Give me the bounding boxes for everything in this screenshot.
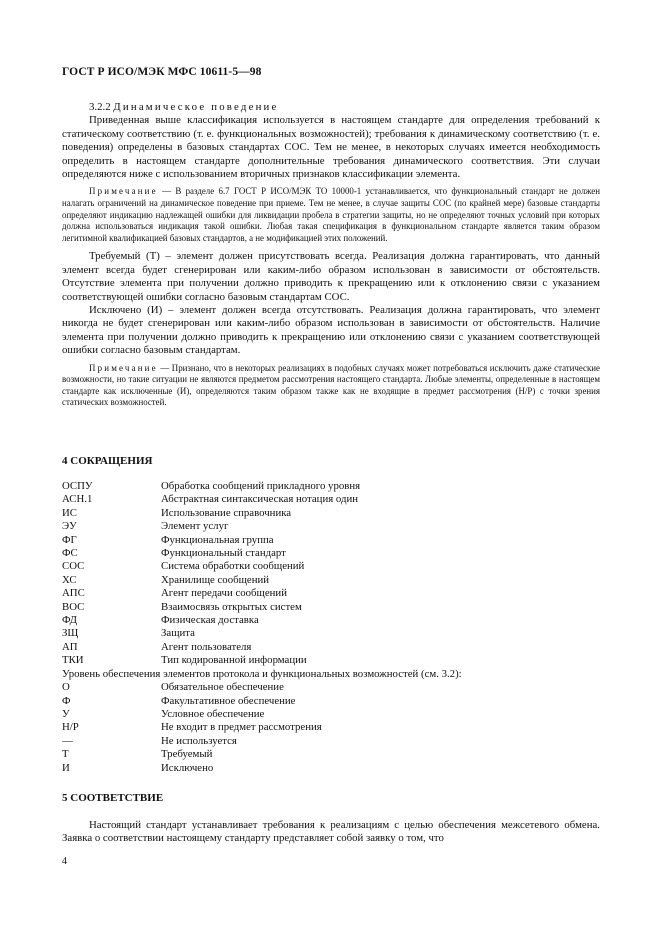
section-3-2-2 xyxy=(62,101,600,409)
level-row xyxy=(62,708,600,721)
term: — xyxy=(62,734,73,747)
abbreviation-row xyxy=(62,493,600,506)
term: АП xyxy=(62,640,78,653)
term: Т xyxy=(62,748,69,761)
term: У xyxy=(62,707,70,720)
term: СОС xyxy=(62,560,85,573)
definition: Факультативное обеспечение xyxy=(161,694,296,707)
definition: Физическая доставка xyxy=(161,614,259,627)
term: ФС xyxy=(62,547,78,560)
definition: Агент пользователя xyxy=(161,640,252,653)
level-row xyxy=(62,762,600,775)
term: АПС xyxy=(62,587,85,600)
definition: Функциональный стандарт xyxy=(161,547,286,560)
level-row xyxy=(62,681,600,694)
section-number: 3.2.2 xyxy=(89,101,111,113)
term: ОСПУ xyxy=(62,480,93,492)
note-text: — В разделе 6.7 ГОСТ Р ИСО/МЭК ТО 10000-1 устанавливается, что функциональный стандарт не должен налагать ограничений на динамическое поведение при приеме. Тем не менее, в случае защиты СОС (по крайней мере) базовые стандарты определяют индикацию надлежащей ошибки для ликвидации пробела в стратегии защиты, но не определяют точных условий при которых должна использоваться индикация такой ошибки. Любая такая спецификация в функциональном стандарте является таким образом легитимной квалификацией базовых стандартов, а не модификацией этих положений. xyxy=(62,186,600,243)
page-header: ГОСТ Р ИСО/МЭК МФС 10611-5—98 xyxy=(62,66,262,78)
section-heading: 5 СООТВЕТСТВИЕ xyxy=(62,792,164,804)
section-5 xyxy=(62,792,600,846)
term: ХС xyxy=(62,573,77,586)
abbreviation-row xyxy=(62,654,600,667)
paragraph-conformance: Настоящий стандарт устанавливает требования к реализациям с целью обеспечения межсетевого обмена. Заявка о соответствии настоящему стандарту представляет собой заявку о том, что xyxy=(62,819,600,845)
section-heading: 4 СОКРАЩЕНИЯ xyxy=(62,455,153,467)
section-heading xyxy=(62,101,600,114)
note-label: Примечание xyxy=(89,186,158,197)
term: ТКИ xyxy=(62,654,84,667)
term: ЭУ xyxy=(62,520,77,533)
abbreviation-row xyxy=(62,627,600,640)
term: О xyxy=(62,681,70,694)
definition: Функциональная группа xyxy=(161,533,274,546)
definition: Не используется xyxy=(161,734,237,747)
definition: Тип кодированной информации xyxy=(161,654,307,667)
term: ЗЩ xyxy=(62,627,79,640)
abbreviation-list xyxy=(62,480,600,668)
abbreviation-row xyxy=(62,534,600,547)
definition: Требуемый xyxy=(161,748,213,761)
definition: Условное обеспечение xyxy=(161,707,265,720)
definition: Абстрактная синтаксическая нотация один xyxy=(161,493,359,506)
term: И xyxy=(62,761,70,774)
term: ИС xyxy=(62,506,77,519)
definition: Использование справочника xyxy=(161,506,292,519)
abbreviation-row xyxy=(62,547,600,560)
section-4 xyxy=(62,455,600,775)
abbreviation-row xyxy=(62,641,600,654)
definition: Защита xyxy=(161,627,195,640)
level-row xyxy=(62,695,600,708)
term: АСН.1 xyxy=(62,493,93,506)
definition: Система обработки сообщений xyxy=(161,560,305,573)
levels-intro: Уровень обеспечения элементов протокола и функциональных возможностей (см. 3.2): xyxy=(62,667,462,680)
abbreviation-row xyxy=(62,560,600,573)
term: ФД xyxy=(62,614,77,627)
abbreviation-row xyxy=(62,601,600,614)
levels-list xyxy=(62,681,600,775)
paragraph-excluded: Исключено (И) – элемент должен всегда отсутствовать. Реализация должна гарантировать, что элемент никогда не будет сгенерирован или каким-либо образом использован в зависимости от обстоятельств. Наличие элемента при получении должно приводить к прекращению или отклонению связи с указанием соответствующей ошибки согласно базовым стандартам. xyxy=(62,304,600,357)
abbreviation-row xyxy=(62,574,600,587)
paragraph-classification: Приведенная выше классификация используется в настоящем стандарте для определения требований к статическому соответствию (т. е. функциональных возможностей); требования к динамическому соответствию (т. е. поведения) определены в базовых стандартах СОС. Тем не менее, в некоторых случаях имеется необходимость определить в настоящем стандарте дополнительные требования динамического соответствия. Эти случаи определяются ниже с использованием вторичных признаков классификации элемента. xyxy=(62,114,600,181)
definition: Элемент услуг xyxy=(161,520,229,533)
abbreviation-row xyxy=(62,614,600,627)
level-row xyxy=(62,721,600,734)
term: ФГ xyxy=(62,533,77,546)
page-number: 4 xyxy=(62,856,67,867)
note-label: Примечание xyxy=(89,362,158,373)
note-text: — Признано, что в некоторых реализациях в подобных случаях может потребоваться исключить даже статические возможности, но такие ситуации не являются предметом рассмотрения настоящего стандарта. Любые элементы, определенные в настоящем стандарте как исключенные (И), определяются таким образом также как не входящие в предмет рассмотрения (Н/Р) с точки зрения статических возможностей. xyxy=(62,362,600,408)
definition: Хранилище сообщений xyxy=(161,573,270,586)
definition: Обработка сообщений прикладного уровня xyxy=(161,480,361,492)
abbreviation-row xyxy=(62,587,600,600)
definition: Обязательное обеспечение xyxy=(161,681,284,694)
term: Ф xyxy=(62,694,71,707)
term: ВОС xyxy=(62,600,85,613)
abbreviation-row xyxy=(62,480,600,493)
paragraph-required: Требуемый (Т) – элемент должен присутствовать всегда. Реализация должна гарантировать, что данный элемент всегда будет сгенерирован или каким-либо образом использован в зависимости от обстоятельств. Отсутствие элемента при получении должно приводить к прекращению или к отклонению связи с указанием соответствующей ошибки согласно базовым стандартам СОС. xyxy=(62,250,600,303)
term: Н/Р xyxy=(62,721,79,734)
definition: Взаимосвязь открытых систем xyxy=(161,600,302,613)
abbreviation-row xyxy=(62,507,600,520)
definition: Агент передачи сообщений xyxy=(161,587,287,600)
level-row xyxy=(62,735,600,748)
definition: Исключено xyxy=(161,761,214,774)
level-row xyxy=(62,748,600,761)
abbreviation-row xyxy=(62,520,600,533)
definition: Не входит в предмет рассмотрения xyxy=(161,721,322,734)
note-2 xyxy=(62,363,600,409)
section-title: Динамическое поведение xyxy=(113,101,279,113)
note-1 xyxy=(62,186,600,244)
